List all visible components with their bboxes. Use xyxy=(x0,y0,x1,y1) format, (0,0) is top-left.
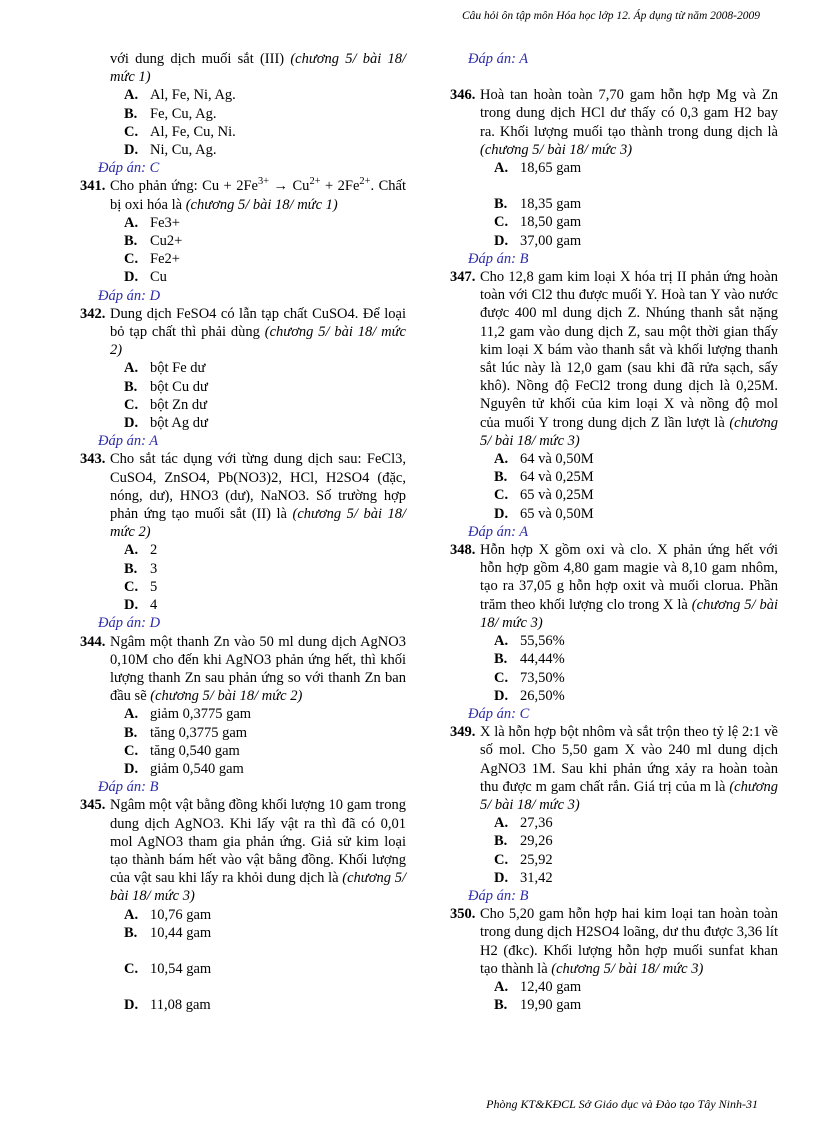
option-b: B. bột Cu dư xyxy=(124,378,208,395)
option-a: A. 64 và 0,50M xyxy=(494,451,594,468)
option-b: B. tăng 0,3775 gam xyxy=(124,724,248,741)
question-stem: với dung dịch muối sắt (III) xyxy=(110,51,291,67)
option-b: B. Fe, Cu, Ag. xyxy=(124,105,217,122)
option-a: A. 10,76 gam xyxy=(124,906,212,923)
option-c: C. Fe2+ xyxy=(124,251,180,268)
option-c: C. tăng 0,540 gam xyxy=(124,742,240,759)
option-d: D. 4 xyxy=(124,597,158,614)
option-b: B. Cu2+ xyxy=(124,233,183,250)
question-343: 343. Cho sắt tác dụng với từng dung dịch sau: FeCl3, CuSO4, ZnSO4, Pb(NO3)2, HCl, H2SO4 (đặc, nóng, dư), HNO3 (dư), NaNO3. Số trường hợp phản ứng tạo muối sắt (II) là (chương 5/ bài 18/ mức 2) xyxy=(80,451,407,541)
option-c: C. 18,50 gam xyxy=(494,214,582,231)
option-c: C. 73,50% xyxy=(494,669,565,686)
option-a: A. giảm 0,3775 gam xyxy=(124,706,252,723)
question-349: 349. X là hỗn hợp bột nhôm và sắt trộn theo tỷ lệ 2:1 về số mol. Cho 5,50 gam X vào 240 ml dung dịch AgNO3 1M. Sau khi phản ứng xảy ra hoàn toàn thu được m gam chất rắn. Giá trị của m là (chương 5/ bài 18/ mức 3) xyxy=(450,724,778,813)
option-a: A. 2 xyxy=(124,542,158,559)
option-d: D. giảm 0,540 gam xyxy=(124,760,244,777)
question-342: 342. Dung dịch FeSO4 có lẫn tạp chất CuSO4. Để loại bỏ tạp chất thì phải dùng (chương 5/ bài 18/ mức 2) xyxy=(80,305,406,359)
option-c: C. 5 xyxy=(124,578,158,595)
question-348: 348. Hỗn hợp X gồm oxi và clo. X phản ứng hết với hỗn hợp gồm 4,80 gam magie và 8,10 gam nhôm, tạo ra 37,05 g hỗn hợp oxit và muối clorua. Phần trăm theo khối lượng clo trong X là (chương 5/ bài 18/ mức 3) xyxy=(450,542,778,631)
options-340 xyxy=(80,86,406,159)
page-header: Câu hỏi ôn tập môn Hóa học lớp 12. Áp dụng từ năm 2008-2009 xyxy=(462,10,760,22)
answer-342: Đáp án: A xyxy=(98,433,159,450)
option-a: A. Fe3+ xyxy=(124,214,180,231)
options-350 xyxy=(450,978,778,1014)
question-340-tail xyxy=(80,50,406,86)
option-c: C. 25,92 xyxy=(494,851,553,868)
answer-348: Đáp án: C xyxy=(468,705,530,722)
option-a: A. bột Fe dư xyxy=(124,360,206,377)
answer-346: Đáp án: B xyxy=(468,250,529,267)
question-ref: (chương 5/ bài 18/ mức 1) xyxy=(110,51,407,86)
option-d: D. bột Ag dư xyxy=(124,415,208,432)
option-d: D. 37,00 gam xyxy=(494,232,582,249)
option-b: B. 44,44% xyxy=(494,651,565,668)
options-349 xyxy=(450,814,778,887)
answer-345: Đáp án: A xyxy=(468,51,529,67)
option-b: B. 10,44 gam xyxy=(124,924,212,941)
option-c: C. 65 và 0,25M xyxy=(494,487,594,504)
question-341: 341. Cho phản ứng: $Cu + 2Fe^{3+} \to Cu^{2+} + 2Fe^{2+}$. Chất bị oxi hóa là (chương 5/ bài 18/ mức 1) xyxy=(80,176,407,213)
options-346 xyxy=(450,159,778,250)
question-345: 345. Ngâm một vật bằng đồng khối lượng 10 gam trong dung dịch AgNO3. Khi lấy vật ra thì đã có 0,01 mol AgNO3 tham gia phản ứng. Giả sử kim loại tạo thành bám hết vào vật bằng đồng. Khối lượng của vật sau khi lấy ra khỏi dung dịch là (chương 5/ bài 18/ mức 3) xyxy=(80,797,406,905)
option-a: A. 18,65 gam xyxy=(494,160,582,177)
options-345 xyxy=(80,906,406,1015)
options-344 xyxy=(80,705,406,778)
option-c: C. Al, Fe, Cu, Ni. xyxy=(124,123,236,140)
option-d: D. Cu xyxy=(124,269,167,286)
question-347: 347. Cho 12,8 gam kim loại X hóa trị II phản ứng hoàn toàn với Cl2 thu được muối Y. Hoà tan Y vào nước được 400 ml dung dịch Z. Nhúng thanh sắt nặng 11,2 gam vào dung dịch Z, sau một thời gian thấy kim loại X bám vào thanh sắt và khối lượng thanh sắt lúc này là 12,0 gam (sau khi đã rửa sạch, sấy khô). Nồng độ FeCl2 trong dung dịch là 0,25M. Nguyên tử khối của kim loại X và nồng độ mol của muối Y trong dung dịch Z lần lượt là (chương 5/ bài 18/ mức 3) xyxy=(450,269,778,449)
question-344: 344. Ngâm một thanh Zn vào 50 ml dung dịch AgNO3 0,10M cho đến khi AgNO3 phản ứng hết, thì khối lượng thanh Zn sau phản ứng so với thanh Zn ban đầu sẽ (chương 5/ bài 18/ mức 2) xyxy=(80,633,406,705)
option-d: D. 65 và 0,50M xyxy=(494,505,594,522)
question-350: 350. Cho 5,20 gam hỗn hợp hai kim loại tan hoàn toàn trong dung dịch H2SO4 loãng, dư thu được 3,36 lít H2 (đkc). Khối lượng hỗn hợp muối sunfat khan tạo thành là (chương 5/ bài 18/ mức 3) xyxy=(450,906,778,977)
option-a: A. 55,56% xyxy=(494,633,565,650)
options-343 xyxy=(80,541,406,614)
option-a: A. 12,40 gam xyxy=(494,978,582,995)
page-footer: Phòng KT&KĐCL Sở Giáo dục và Đào tạo Tây Ninh-31 xyxy=(486,1097,758,1111)
options-348 xyxy=(450,632,778,705)
option-a: A. Al, Fe, Ni, Ag. xyxy=(124,87,236,104)
answer-341: Đáp án: D xyxy=(98,287,161,304)
option-c: C. bột Zn dư xyxy=(124,396,207,413)
option-a: A. 27,36 xyxy=(494,815,553,832)
options-341 xyxy=(80,214,406,287)
option-b: B. 3 xyxy=(124,560,158,577)
option-c: C. 10,54 gam xyxy=(124,960,212,977)
option-b: B. 19,90 gam xyxy=(494,997,582,1014)
option-b: B. 29,26 xyxy=(494,833,553,850)
option-b: B. 64 và 0,25M xyxy=(494,469,594,486)
answer-344: Đáp án: B xyxy=(98,779,159,796)
options-347 xyxy=(450,450,778,523)
answer-340: Đáp án: C xyxy=(98,160,160,177)
left-column xyxy=(80,50,406,1014)
option-d: D. 26,50% xyxy=(494,687,565,704)
option-d: D. 31,42 xyxy=(494,869,553,886)
answer-349: Đáp án: B xyxy=(468,887,529,904)
answer-347: Đáp án: A xyxy=(468,523,529,540)
option-d: D. Ni, Cu, Ag. xyxy=(124,142,217,159)
right-column xyxy=(450,50,778,1014)
option-b: B. 18,35 gam xyxy=(494,196,582,213)
option-d: D. 11,08 gam xyxy=(124,997,211,1014)
options-342 xyxy=(80,359,406,432)
question-346: 346. Hoà tan hoàn toàn 7,70 gam hỗn hợp Mg và Zn trong dung dịch HCl dư thấy có 0,3 gam H2 bay ra. Khối lượng muối tạo thành trong dung dịch là (chương 5/ bài 18/ mức 3) xyxy=(450,87,778,158)
answer-343: Đáp án: D xyxy=(98,615,161,632)
